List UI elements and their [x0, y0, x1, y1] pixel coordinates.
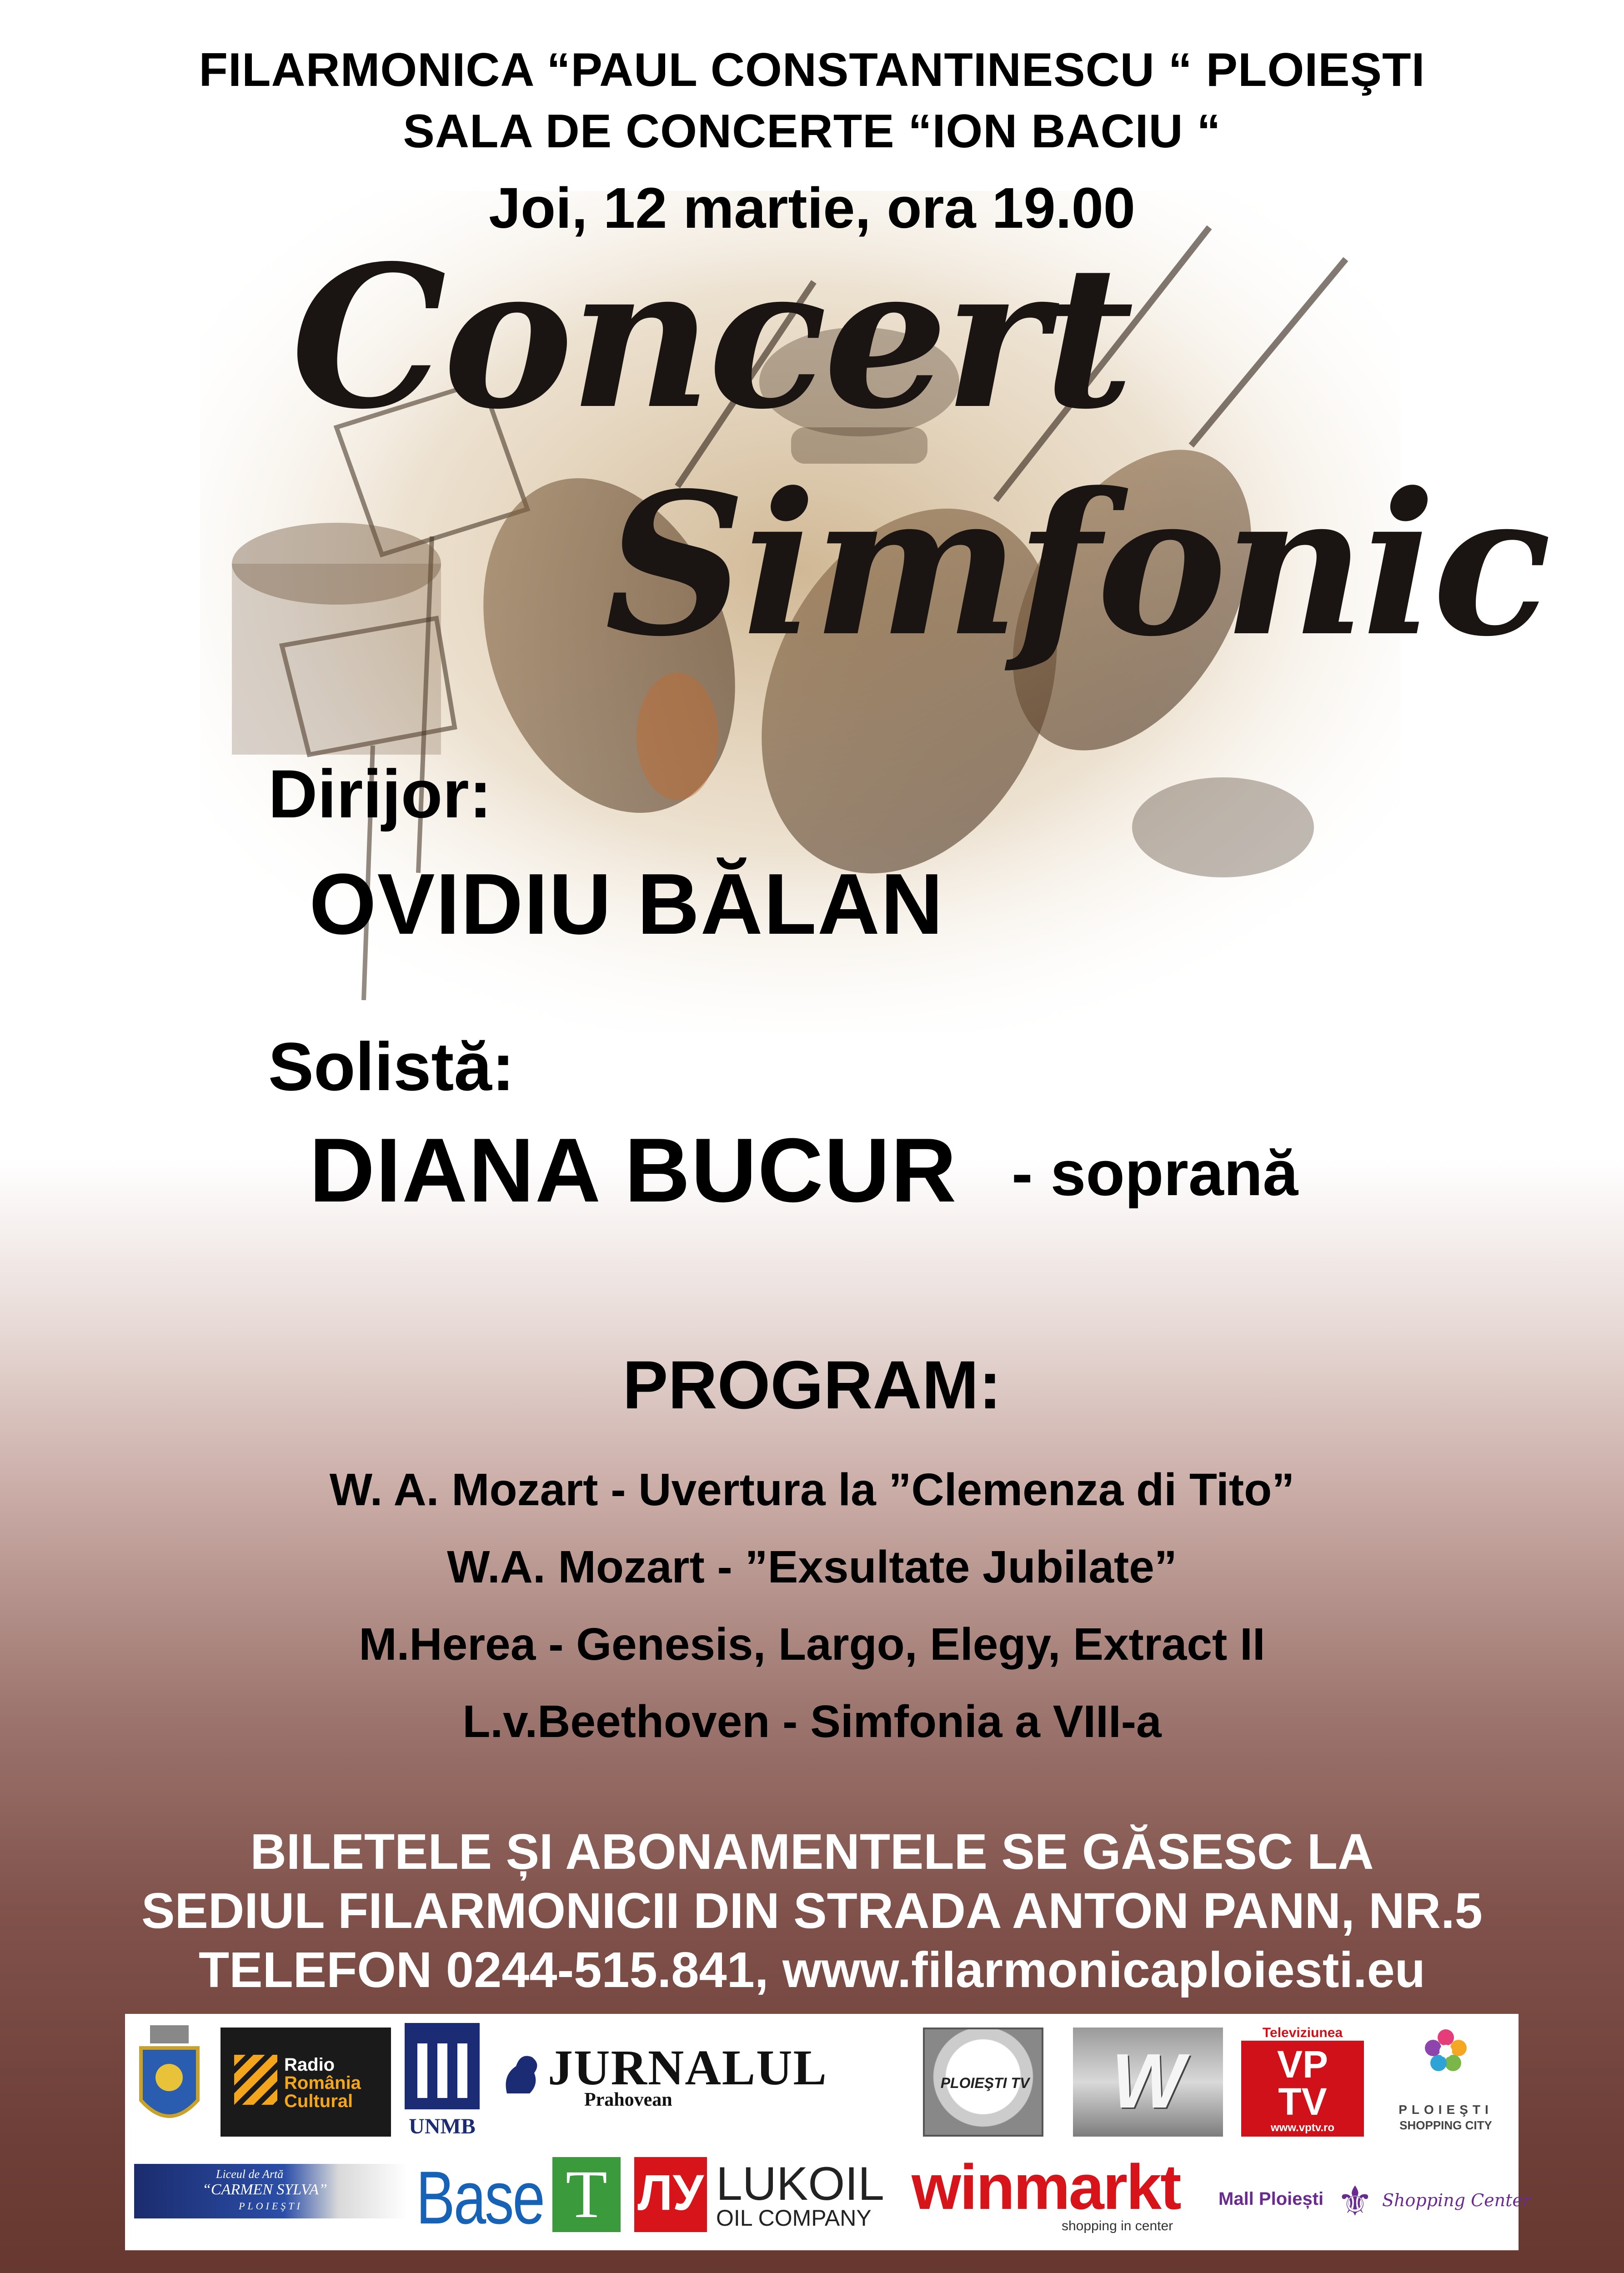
- program-item: W. A. Mozart - Uvertura la ”Clemenza di Tito”: [329, 1464, 1295, 1515]
- ploiesti-crest-logo: [136, 2023, 202, 2137]
- winmarkt-logo-text: winmarkt: [912, 2151, 1180, 2223]
- winmarkt-logo-subtext: shopping in center: [1062, 2218, 1173, 2233]
- ticket-info-line: BILETELE ȘI ABONAMENTELE SE GĂSESC LA: [250, 1824, 1374, 1880]
- jurnalul-logo-subtext: Prahovean: [584, 2089, 672, 2110]
- ploiesti-shopping-city-logo: [1384, 2028, 1507, 2141]
- concert-date-time: Joi, 12 martie, ora 19.00: [489, 176, 1135, 240]
- radio-bars-icon: [234, 2055, 277, 2105]
- shopping-city-logo-line: PLOIEŞTI: [1398, 2103, 1493, 2117]
- soloist-label: Solistă:: [268, 1028, 515, 1105]
- vptv-logo-line: VP: [1277, 2043, 1328, 2086]
- radio-logo-line: România: [284, 2073, 361, 2093]
- program-item: M.Herea - Genesis, Largo, Elegy, Extract II: [359, 1619, 1265, 1670]
- base-t-logo: [416, 2155, 623, 2237]
- unmb-mark-icon: [405, 2023, 480, 2109]
- program-item: L.v.Beethoven - Simfonia a VIII-a: [462, 1696, 1162, 1747]
- radio-logo-line: Cultural: [284, 2091, 353, 2111]
- unmb-logo-text: UNMB: [409, 2114, 476, 2138]
- base-t-logo-text: Base: [416, 2156, 544, 2239]
- vptv-logo-line: www.vptv.ro: [1270, 2122, 1334, 2134]
- radio-romania-cultural-logo: [221, 2028, 391, 2137]
- mall-logo-text: Mall Ploiești: [1218, 2189, 1324, 2209]
- fleur-de-lis-icon: ⚜: [1337, 2179, 1373, 2224]
- jurnalul-prahovean-logo: [498, 2039, 862, 2121]
- mall-logo-subtext: Shopping Center: [1382, 2190, 1531, 2210]
- carmen-sylva-logo-line: PLOIEŞTI: [239, 2200, 303, 2212]
- vp-tv-logo: [1241, 2025, 1364, 2137]
- vptv-logo-line: Televiziunea: [1241, 2025, 1364, 2041]
- carmen-sylva-logo: [134, 2164, 407, 2218]
- lukoil-mark-text: ЛУ: [637, 2165, 704, 2221]
- sponsor-strip: [125, 2014, 1531, 2250]
- soloist-name: DIANA BUCUR: [309, 1120, 957, 1221]
- radio-logo-line: Radio: [284, 2055, 335, 2075]
- ploiesti-tv-logo-text: PLOIEŞTI TV: [940, 2075, 1030, 2091]
- ploiesti-tv-logo: [923, 2028, 1043, 2137]
- venue-line-2: SALA DE CONCERTE “ION BACIU “: [403, 105, 1221, 158]
- conductor-name: OVIDIU BĂLAN: [309, 856, 944, 952]
- w-tv-logo: [1073, 2028, 1223, 2137]
- carmen-sylva-logo-line: “CARMEN SYLVA”: [202, 2181, 327, 2198]
- ticket-info-line: SEDIUL FILARMONICII DIN STRADA ANTON PANN, NR.5: [141, 1883, 1483, 1939]
- unmb-logo: [402, 2023, 482, 2146]
- jurnalul-logo-text: JURNALUL: [548, 2040, 827, 2095]
- program-heading: PROGRAM:: [622, 1347, 1002, 1423]
- venue-line-1: FILARMONICA “PAUL CONSTANTINESCU “ PLOIEŞTI: [199, 44, 1425, 96]
- lukoil-logo-text: LUKOIL: [716, 2158, 884, 2210]
- vptv-logo-line: TV: [1278, 2080, 1327, 2123]
- w-tv-logo-text: W: [1111, 2038, 1185, 2124]
- winmarkt-logo: [912, 2150, 1212, 2237]
- carmen-sylva-logo-line: Liceul de Artă: [216, 2168, 284, 2181]
- title-line-2: Simfonic: [605, 450, 1548, 680]
- city-crest-icon: [136, 2023, 202, 2137]
- lukoil-logo-subtext: OIL COMPANY: [716, 2205, 872, 2231]
- ticket-info-line: TELEFON 0244-515.841, www.filarmonicaploiesti.eu: [199, 1942, 1425, 1998]
- soloist-role: - soprană: [1012, 1137, 1298, 1209]
- conductor-label: Dirijor:: [268, 756, 492, 832]
- lukoil-logo: [634, 2155, 907, 2237]
- flower-icon: [1423, 2028, 1469, 2073]
- lion-icon: [498, 2048, 543, 2098]
- program-item: W.A. Mozart - ”Exsultate Jubilate”: [447, 1542, 1177, 1592]
- mall-ploiesti-logo: [1218, 2178, 1531, 2232]
- shopping-city-logo-line: SHOPPING CITY: [1399, 2118, 1492, 2132]
- lukoil-mark-icon: [634, 2157, 707, 2232]
- base-t-logo-mark: T: [552, 2157, 621, 2232]
- title-line-1: Concert: [291, 223, 1131, 452]
